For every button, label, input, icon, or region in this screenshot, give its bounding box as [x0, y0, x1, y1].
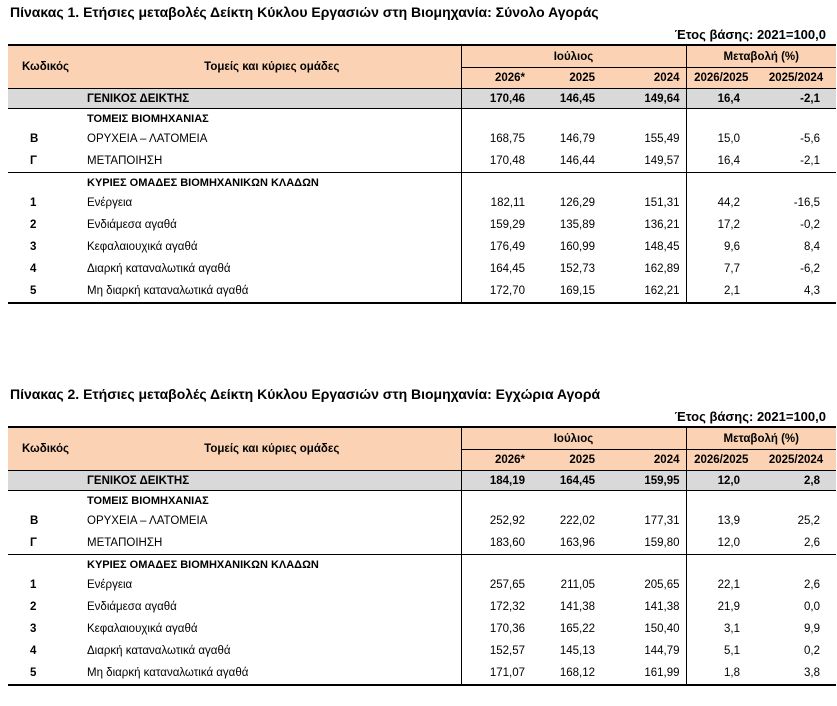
header-change: Μεταβολή (%): [686, 427, 836, 450]
row-change-1: 16,4: [686, 150, 756, 173]
row-change-1: 17,2: [686, 214, 756, 236]
row-name: Κεφαλαιουχικά αγαθά: [87, 623, 198, 635]
table-1-block: [8, 0, 836, 304]
header-year-1: 2026*: [461, 68, 531, 89]
table-row: [8, 150, 836, 173]
table-row: [8, 662, 836, 685]
row-change-2: -0,2: [800, 219, 820, 231]
section-header-groups: [8, 555, 836, 575]
row-code: 5: [8, 662, 83, 685]
row-value-2025: 164,45: [531, 471, 601, 491]
row-change-1: 7,7: [686, 258, 756, 280]
row-value-2024: 177,31: [644, 515, 680, 527]
row-value-2026: 183,60: [461, 532, 531, 555]
row-name: Ενδιάμεσα αγαθά: [87, 601, 177, 613]
row-name: ΟΡΥΧΕΙΑ – ΛΑΤΟΜΕΙΑ: [87, 133, 208, 145]
row-value-2025: 211,05: [560, 579, 595, 591]
row-code: [8, 89, 83, 109]
row-change-1: 15,0: [686, 128, 756, 150]
table-1: [8, 44, 836, 304]
row-value-2025: 152,73: [559, 263, 595, 275]
row-change-2: -2,1: [756, 150, 836, 173]
row-value-2024: 155,49: [644, 133, 680, 145]
row-change-1: 13,9: [686, 510, 756, 532]
row-value-2025: 146,44: [531, 150, 601, 173]
table-row: [8, 128, 836, 150]
row-code: 3: [30, 241, 37, 253]
row-value-2026: 168,75: [461, 128, 531, 150]
row-value-2026: 152,57: [461, 640, 531, 662]
row-change-1: 22,1: [686, 574, 756, 596]
row-name: Ενέργεια: [87, 197, 133, 209]
header-change-1: 2026/2025: [686, 450, 756, 471]
header-sectors: Τομείς και κύριες ομάδες: [83, 427, 461, 471]
row-code: Β: [30, 515, 39, 527]
row-code: 3: [30, 623, 37, 635]
row-change-1: 44,2: [686, 192, 756, 214]
row-code: 1: [30, 197, 37, 209]
table-2-block: [8, 382, 836, 686]
header-year-3: 2024: [601, 450, 686, 471]
row-change-2: 3,8: [756, 662, 836, 685]
row-value-2026: 172,32: [461, 596, 531, 618]
row-change-1: 21,9: [686, 596, 756, 618]
row-change-2: -2,1: [756, 89, 836, 109]
row-name: ΓΕΝΙΚΟΣ ΔΕΙΚΤΗΣ: [83, 471, 461, 491]
header-year-1: 2026*: [461, 450, 531, 471]
row-value-2025: 145,13: [559, 645, 595, 657]
row-value-2025: 169,15: [531, 280, 601, 303]
header-year-2: 2025: [531, 450, 601, 471]
table-row: [8, 214, 836, 236]
row-value-2025: 163,96: [531, 532, 601, 555]
row-value-2024: 151,31: [644, 197, 680, 209]
row-change-2: 2,6: [804, 579, 820, 591]
row-value-2026: 170,46: [461, 89, 531, 109]
row-value-2024: 159,80: [601, 532, 686, 555]
row-name: Διαρκή καταναλωτικά αγαθά: [87, 645, 231, 657]
header-month: Ιούλιος: [461, 427, 686, 450]
header-code: Κωδικός: [8, 427, 83, 471]
row-change-1: 12,0: [686, 471, 756, 491]
row-change-2: -6,2: [800, 263, 820, 275]
row-name: Κεφαλαιουχικά αγαθά: [87, 241, 198, 253]
row-value-2026: 257,65: [461, 574, 531, 596]
row-value-2024: 150,40: [644, 623, 680, 635]
table-row-total: [8, 89, 836, 109]
row-value-2026: 184,19: [461, 471, 531, 491]
row-change-2: 0,0: [804, 601, 820, 613]
row-value-2026: 182,11: [461, 192, 531, 214]
row-change-2: 0,2: [804, 645, 820, 657]
table-2-base-year: Έτος βάσης: 2021=100,0: [674, 409, 826, 424]
table-2-title: Πίνακας 2. Ετήσιες μεταβολές Δείκτη Κύκλου Εργασιών στη Βιομηχανία: Εγχώρια Αγορά: [10, 386, 601, 402]
row-change-2: 25,2: [797, 515, 820, 527]
row-value-2026: 170,36: [461, 618, 531, 640]
header-change: Μεταβολή (%): [686, 45, 836, 68]
row-name: Μη διαρκή καταναλωτικά αγαθά: [83, 280, 461, 303]
row-name: ΜΕΤΑΠΟΙΗΣΗ: [83, 532, 461, 555]
row-value-2024: 144,79: [644, 645, 680, 657]
section-header-groups: [8, 173, 836, 193]
table-2: [8, 426, 836, 686]
header-sectors: Τομείς και κύριες ομάδες: [83, 45, 461, 89]
row-value-2025: 160,99: [559, 241, 595, 253]
row-value-2025: 141,38: [559, 601, 595, 613]
row-value-2024: 141,38: [644, 601, 680, 613]
table-row: [8, 236, 836, 258]
row-code: 2: [30, 219, 37, 231]
row-name: ΜΕΤΑΠΟΙΗΣΗ: [83, 150, 461, 173]
row-name: Διαρκή καταναλωτικά αγαθά: [87, 263, 231, 275]
table-1-base-year: Έτος βάσης: 2021=100,0: [674, 27, 826, 42]
header-code: Κωδικός: [8, 45, 83, 89]
row-change-1: 2,1: [686, 280, 756, 303]
row-value-2024: 136,21: [644, 219, 680, 231]
row-code: 5: [8, 280, 83, 303]
table-row: [8, 618, 836, 640]
section-header-sectors: [8, 109, 836, 129]
row-value-2024: 161,99: [601, 662, 686, 685]
row-change-2: 8,4: [804, 241, 820, 253]
section-label: ΚΥΡΙΕΣ ΟΜΑΔΕΣ ΒΙΟΜΗΧΑΝΙΚΩΝ ΚΛΑΔΩΝ: [87, 558, 319, 571]
table-row: [8, 280, 836, 303]
header-change-2: 2025/2024: [756, 68, 836, 89]
row-value-2025: 146,79: [559, 133, 595, 145]
table-1-title: Πίνακας 1. Ετήσιες μεταβολές Δείκτη Κύκλου Εργασιών στη Βιομηχανία: Σύνολο Αγοράς: [10, 4, 599, 20]
row-change-1: 5,1: [686, 640, 756, 662]
row-change-2: 2,8: [756, 471, 836, 491]
row-name: ΟΡΥΧΕΙΑ – ΛΑΤΟΜΕΙΑ: [87, 515, 208, 527]
row-value-2026: 176,49: [461, 236, 531, 258]
row-change-2: 9,9: [804, 623, 820, 635]
row-change-1: 1,8: [686, 662, 756, 685]
row-name: ΓΕΝΙΚΟΣ ΔΕΙΚΤΗΣ: [83, 89, 461, 109]
row-code: 4: [30, 263, 37, 275]
row-change-1: 9,6: [686, 236, 756, 258]
row-value-2025: 135,89: [559, 219, 595, 231]
section-header-sectors: [8, 491, 836, 511]
row-value-2025: 222,02: [559, 515, 595, 527]
header-month: Ιούλιος: [461, 45, 686, 68]
row-code: Γ: [8, 532, 83, 555]
row-value-2026: 164,45: [461, 258, 531, 280]
table-row: [8, 192, 836, 214]
header-year-2: 2025: [531, 68, 601, 89]
row-value-2024: 148,45: [644, 241, 680, 253]
row-change-2: -16,5: [793, 197, 820, 209]
row-name: Μη διαρκή καταναλωτικά αγαθά: [83, 662, 461, 685]
row-value-2024: 205,65: [644, 579, 680, 591]
row-value-2024: 159,95: [601, 471, 686, 491]
table-row-total: [8, 471, 836, 491]
row-value-2025: 126,29: [559, 197, 595, 209]
row-value-2025: 168,12: [531, 662, 601, 685]
row-value-2024: 149,64: [601, 89, 686, 109]
row-name: Ενδιάμεσα αγαθά: [87, 219, 177, 231]
row-change-1: 3,1: [686, 618, 756, 640]
row-change-1: 16,4: [686, 89, 756, 109]
row-code: Β: [30, 133, 39, 145]
row-code: Γ: [8, 150, 83, 173]
table-row: [8, 596, 836, 618]
section-label: ΚΥΡΙΕΣ ΟΜΑΔΕΣ ΒΙΟΜΗΧΑΝΙΚΩΝ ΚΛΑΔΩΝ: [87, 176, 319, 189]
row-code: 4: [30, 645, 37, 657]
row-code: 2: [30, 601, 37, 613]
table-row: [8, 510, 836, 532]
row-name: Ενέργεια: [87, 579, 133, 591]
row-value-2025: 165,22: [559, 623, 595, 635]
row-change-1: 12,0: [686, 532, 756, 555]
header-change-1: 2026/2025: [686, 68, 756, 89]
row-value-2026: 171,07: [461, 662, 531, 685]
row-value-2024: 162,21: [601, 280, 686, 303]
row-value-2024: 149,57: [601, 150, 686, 173]
row-value-2026: 252,92: [461, 510, 531, 532]
header-year-3: 2024: [601, 68, 686, 89]
table-row: [8, 640, 836, 662]
section-label: ΤΟΜΕΙΣ ΒΙΟΜΗΧΑΝΙΑΣ: [87, 494, 209, 507]
row-change-2: -5,6: [800, 133, 820, 145]
row-value-2026: 170,48: [461, 150, 531, 173]
row-code: [8, 471, 83, 491]
row-code: 1: [30, 579, 37, 591]
row-change-2: 4,3: [756, 280, 836, 303]
header-change-2: 2025/2024: [756, 450, 836, 471]
section-label: ΤΟΜΕΙΣ ΒΙΟΜΗΧΑΝΙΑΣ: [87, 112, 209, 125]
table-row: [8, 532, 836, 555]
row-value-2025: 146,45: [531, 89, 601, 109]
row-value-2026: 172,70: [461, 280, 531, 303]
table-row: [8, 574, 836, 596]
table-row: [8, 258, 836, 280]
row-value-2026: 159,29: [461, 214, 531, 236]
row-value-2024: 162,89: [644, 263, 680, 275]
row-change-2: 2,6: [756, 532, 836, 555]
